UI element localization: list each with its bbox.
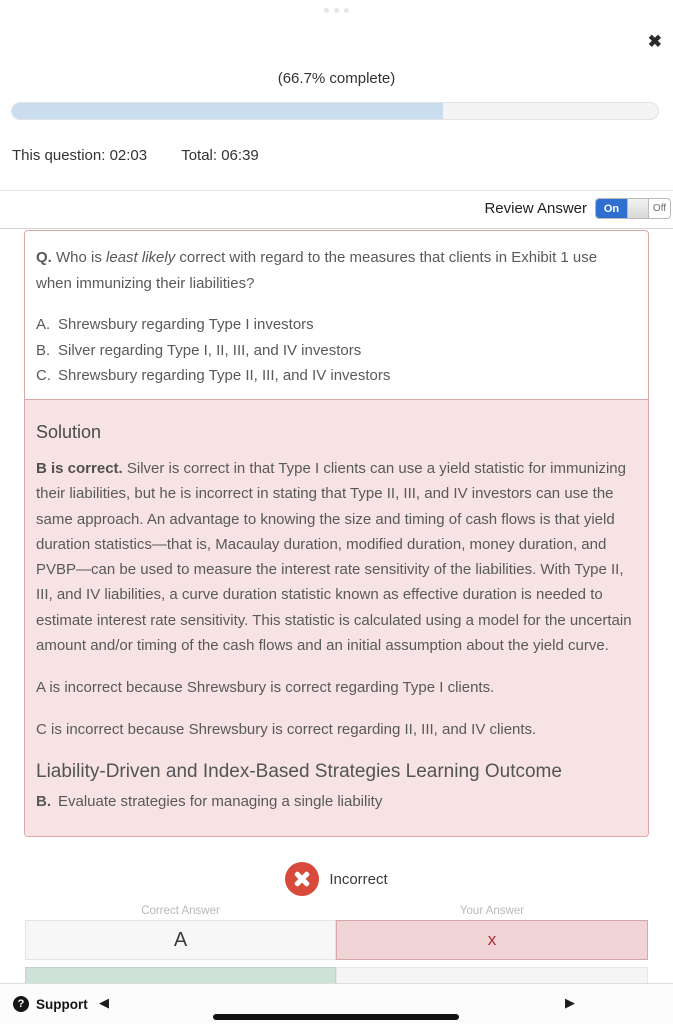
- toggle-off-label[interactable]: Off: [652, 203, 667, 214]
- review-answer-label: Review Answer: [484, 200, 587, 217]
- option-letter: C.: [36, 367, 51, 384]
- option-letter: B.: [36, 341, 51, 359]
- question-text: Q. Who is least likely correct with regard to the measures that clients in Exhibit 1 use when immunizing their liabilities?: [36, 249, 598, 292]
- drag-handle-dots: [0, 8, 673, 13]
- next-question-arrow[interactable]: ▶: [565, 995, 575, 1010]
- outcome-text: Evaluate strategies for managing a single liability: [58, 793, 383, 811]
- your-answer-cell: x: [336, 920, 648, 960]
- your-answer-header: Your Answer: [459, 905, 525, 917]
- dot-icon: [344, 8, 349, 13]
- outcome-letter: B.: [36, 793, 51, 811]
- correct-answer-cell: A: [25, 920, 336, 960]
- question-label: Q.: [36, 249, 52, 266]
- option-a: [36, 312, 636, 338]
- option-letter: A.: [36, 316, 51, 333]
- timer-row: [12, 147, 259, 164]
- divider: [0, 190, 673, 191]
- learning-outcome-item: [36, 793, 634, 810]
- solution-heading: Solution: [36, 422, 102, 442]
- divider: [0, 228, 673, 229]
- toggle-knob[interactable]: [627, 199, 649, 218]
- progress-percent-label: (66.7% complete): [277, 70, 396, 87]
- solution-body: B is correct. Silver is correct in that Type I clients can use a yield statistic for immunizing their liabilities, but he is incorrect in stating that Type II, III, and IV investors can use the same approach. An advantage to knowing the size and timing of cash flows is that yield duration statistics—that is, Macaulay duration, modified duration, money duration, and PVBP—can be used to measure the interest rate sensitivity of the liabilities. With Type II, III, and IV liabilities, a curve duration statistic known as effective duration is needed to estimate interest rate sensitivity. This statistic is calculated using a model for the uncertain amount and/or timing of the cash flows and an initial assumption about the yield curve.: [36, 460, 632, 655]
- dot-icon: [324, 8, 329, 13]
- progress-fill: [12, 103, 443, 119]
- solution-para-c: C is incorrect because Shrewsbury is correct regarding II, III, and IV clients.: [36, 721, 537, 739]
- answer-options: [36, 312, 636, 389]
- solution-lead: B is correct.: [36, 460, 123, 477]
- review-answer-row: [484, 198, 671, 219]
- help-icon: ?: [13, 996, 29, 1012]
- question-timer-label: This question:: [12, 147, 106, 164]
- correct-answer-header: Correct Answer: [141, 905, 220, 917]
- toggle-on-segment[interactable]: On: [596, 199, 627, 218]
- footer-bar: [0, 983, 673, 1024]
- total-timer-label: Total:: [181, 147, 218, 164]
- option-c: [36, 363, 636, 389]
- option-b: [36, 338, 636, 364]
- previous-question-arrow[interactable]: ◀: [99, 995, 109, 1010]
- question-card: [24, 230, 649, 837]
- solution-para-a: A is incorrect because Shrewsbury is correct regarding Type I clients.: [36, 679, 495, 697]
- home-indicator-bar[interactable]: [213, 1014, 459, 1020]
- total-timer-value: 06:39: [221, 147, 259, 164]
- review-answer-toggle[interactable]: [595, 198, 671, 219]
- progress-bar: [11, 102, 659, 120]
- solution-section: [25, 399, 648, 836]
- question-timer-value: 02:03: [109, 147, 148, 164]
- learning-outcome-heading: Liability-Driven and Index-Based Strategies Learning Outcome: [36, 761, 562, 783]
- option-text: Silver regarding Type I, II, III, and IV investors: [58, 341, 362, 359]
- incorrect-x-icon: [285, 862, 319, 896]
- support-button[interactable]: [13, 996, 88, 1012]
- result-status-label: Incorrect: [329, 870, 388, 888]
- result-status: [0, 862, 673, 896]
- option-text: Shrewsbury regarding Type II, III, and IV investors: [58, 367, 391, 384]
- dot-icon: [334, 8, 339, 13]
- close-icon[interactable]: ✖: [647, 32, 662, 51]
- support-label: Support: [36, 996, 88, 1012]
- option-text: Shrewsbury regarding Type I investors: [58, 316, 314, 333]
- question-section: [25, 231, 648, 399]
